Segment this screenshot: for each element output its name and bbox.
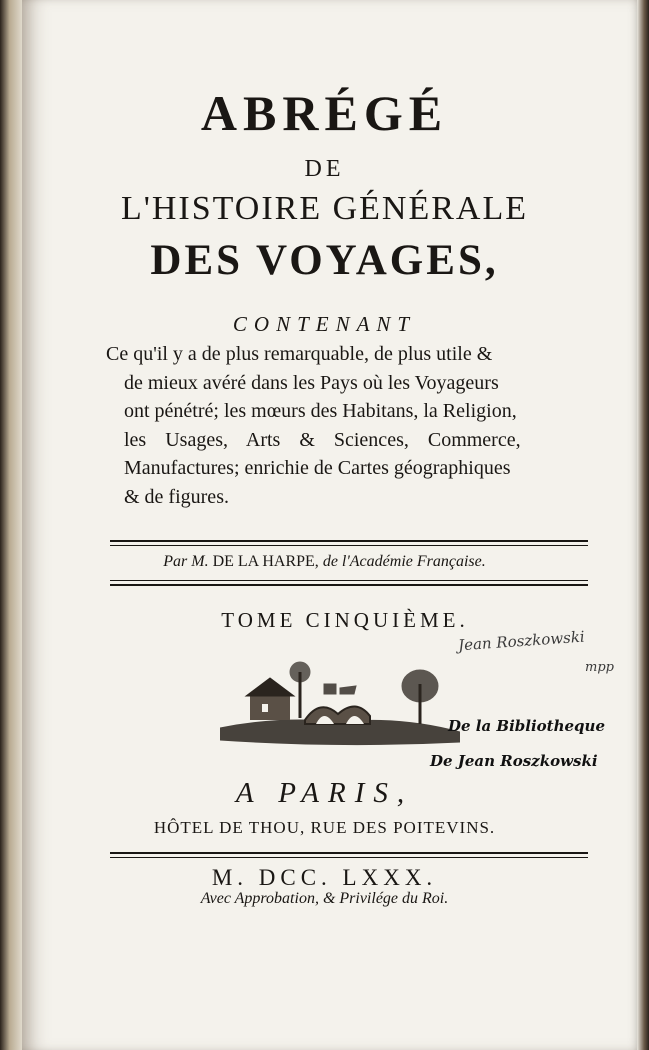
title-line-voyages: DES VOYAGES, (150, 237, 499, 284)
description-line: de mieux avéré dans les Pays où les Voyageurs (124, 371, 499, 394)
imprint-rule-thin (110, 857, 588, 858)
landscape-vignette (220, 658, 460, 754)
title-line-de: DE (304, 156, 345, 182)
description-line: les Usages, Arts & Sciences, Commerce, (124, 428, 521, 451)
title-line-histoire: L'HISTOIRE GÉNÉRALE (120, 190, 529, 227)
author-line (0, 553, 649, 571)
imprint-rule (110, 852, 588, 854)
description-line: & de figures. (124, 485, 229, 508)
royal-approbation: Avec Approbation, & Privilége du Roi. (200, 890, 449, 907)
bottom-rule (110, 584, 588, 586)
owner-signature: Jean Roszkowski (457, 627, 586, 655)
author-affiliation: de l'Académie Française. (322, 553, 486, 570)
volume-label: TOME CINQUIÈME. (221, 608, 469, 632)
title-line-abrege: ABRÉGÉ (200, 85, 449, 141)
description-line: ont pénétré; les mœurs des Habitans, la Religion, (124, 400, 517, 422)
publication-year: M. DCC. LXXX. (211, 865, 438, 890)
signature-mark: mpp (585, 660, 614, 675)
author-name: DE LA HARPE, (212, 553, 319, 570)
bottom-rule-thin (110, 580, 588, 581)
top-rule-thin (110, 545, 588, 546)
author-prefix: Par M. (163, 553, 209, 570)
description-block (106, 340, 594, 511)
publisher-address: HÔTEL DE THOU, RUE DES POITEVINS. (153, 818, 496, 837)
ownership-stamp-line1: De la Bibliotheque (448, 717, 605, 735)
description-line: Ce qu'il y a de plus remarquable, de plus utile & (106, 343, 493, 365)
description-line: Manufactures; enrichie de Cartes géographiques (124, 457, 511, 479)
ownership-stamp-line2: De Jean Roszkowski (430, 752, 598, 770)
contenant-heading: CONTENANT (232, 312, 417, 336)
top-rule (110, 540, 588, 542)
publication-city: A PARIS, (235, 777, 414, 809)
